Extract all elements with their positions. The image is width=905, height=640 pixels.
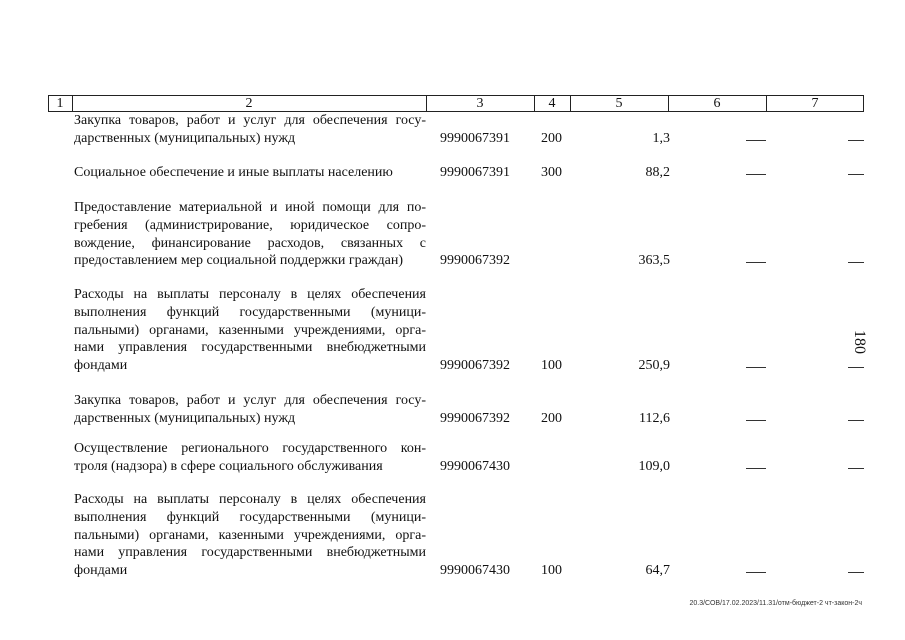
amount-value: 363,5 [638, 253, 670, 269]
col7-dash [848, 420, 864, 421]
page-number: 180 [851, 330, 868, 354]
description-line: вождение, финансирование расходов, связанных с [74, 235, 426, 251]
target-article-code: 9990067430 [440, 458, 510, 474]
col7-dash [848, 140, 864, 141]
col6-dash [746, 420, 766, 421]
amount-value: 250,9 [638, 358, 670, 374]
col7-dash [848, 262, 864, 263]
col6-dash [746, 468, 766, 469]
col7-dash [848, 468, 864, 469]
description-line: выполнения функций государственными (муници- [74, 509, 426, 525]
col7-dash [848, 174, 864, 175]
expense-type-code: 200 [541, 410, 562, 426]
target-article-code: 9990067391 [440, 165, 510, 180]
description-line: гребения (администрирование, юридическое сопро- [74, 217, 426, 233]
description-line: дарственных (муниципальных) нужд [74, 130, 296, 146]
header-col-1: 1 [56, 96, 64, 111]
amount-value: 1,3 [652, 130, 670, 146]
amount-value: 109,0 [638, 458, 670, 474]
header-col-3: 3 [476, 96, 484, 111]
row-description [74, 164, 426, 182]
description-line: троля (надзора) в сфере социального обслуживания [74, 458, 383, 474]
amount-value: 64,7 [645, 563, 670, 579]
row-description [74, 286, 426, 375]
description-line: нами управления государственными внебюджетными [74, 340, 426, 356]
expense-type-code: 300 [541, 165, 562, 180]
description-line: фондами [74, 563, 128, 579]
expense-type-code: 200 [541, 130, 562, 146]
col7-dash [848, 367, 864, 368]
row-description [74, 440, 426, 476]
expense-type-code: 100 [541, 563, 562, 579]
description-line: Предоставление материальной и иной помощи для по- [74, 200, 426, 215]
header-col-4: 4 [548, 96, 556, 111]
header-col-6: 6 [713, 96, 721, 111]
footer-note: 20.3/СОВ/17.02.2023/11.31/отм-бюджет-2 чт-закон-2ч [689, 600, 862, 607]
description-line: предоставлением мер социальной поддержки граждан) [74, 253, 403, 269]
amount-value: 112,6 [639, 410, 670, 426]
target-article-code: 9990067392 [440, 253, 510, 269]
row-description [74, 491, 426, 580]
header-col-5: 5 [615, 96, 623, 111]
header-col-2: 2 [245, 96, 253, 111]
description-line: выполнения функций государственными (муници- [74, 304, 426, 320]
description-line: дарственных (муниципальных) нужд [74, 410, 296, 426]
row-description [74, 199, 426, 270]
description-line: фондами [74, 358, 128, 374]
amount-value: 88,2 [645, 165, 670, 180]
col6-dash [746, 174, 766, 175]
description-line: Расходы на выплаты персоналу в целях обеспечения [74, 287, 426, 302]
row-description [74, 112, 426, 148]
target-article-code: 9990067391 [440, 130, 510, 146]
description-line: Социальное обеспечение и иные выплаты населению [74, 165, 393, 180]
row-description [74, 392, 426, 428]
description-line: нами управления государственными внебюджетными [74, 545, 426, 561]
col6-dash [746, 262, 766, 263]
description-line: Закупка товаров, работ и услуг для обеспечения госу- [74, 393, 426, 408]
col7-dash [848, 572, 864, 573]
col6-dash [746, 367, 766, 368]
target-article-code: 9990067392 [440, 410, 510, 426]
target-article-code: 9990067392 [440, 358, 510, 374]
column-header-row [48, 95, 864, 112]
description-line: пальными) органами, казенными учреждениями, орга- [74, 322, 426, 338]
description-line: пальными) органами, казенными учреждениями, орга- [74, 527, 426, 543]
header-col-7: 7 [811, 96, 819, 111]
col6-dash [746, 140, 766, 141]
description-line: Закупка товаров, работ и услуг для обеспечения госу- [74, 113, 426, 128]
description-line: Расходы на выплаты персоналу в целях обеспечения [74, 492, 426, 507]
description-line: Осуществление регионального государственного кон- [74, 441, 426, 456]
expense-type-code: 100 [541, 358, 562, 374]
target-article-code: 9990067430 [440, 563, 510, 579]
col6-dash [746, 572, 766, 573]
